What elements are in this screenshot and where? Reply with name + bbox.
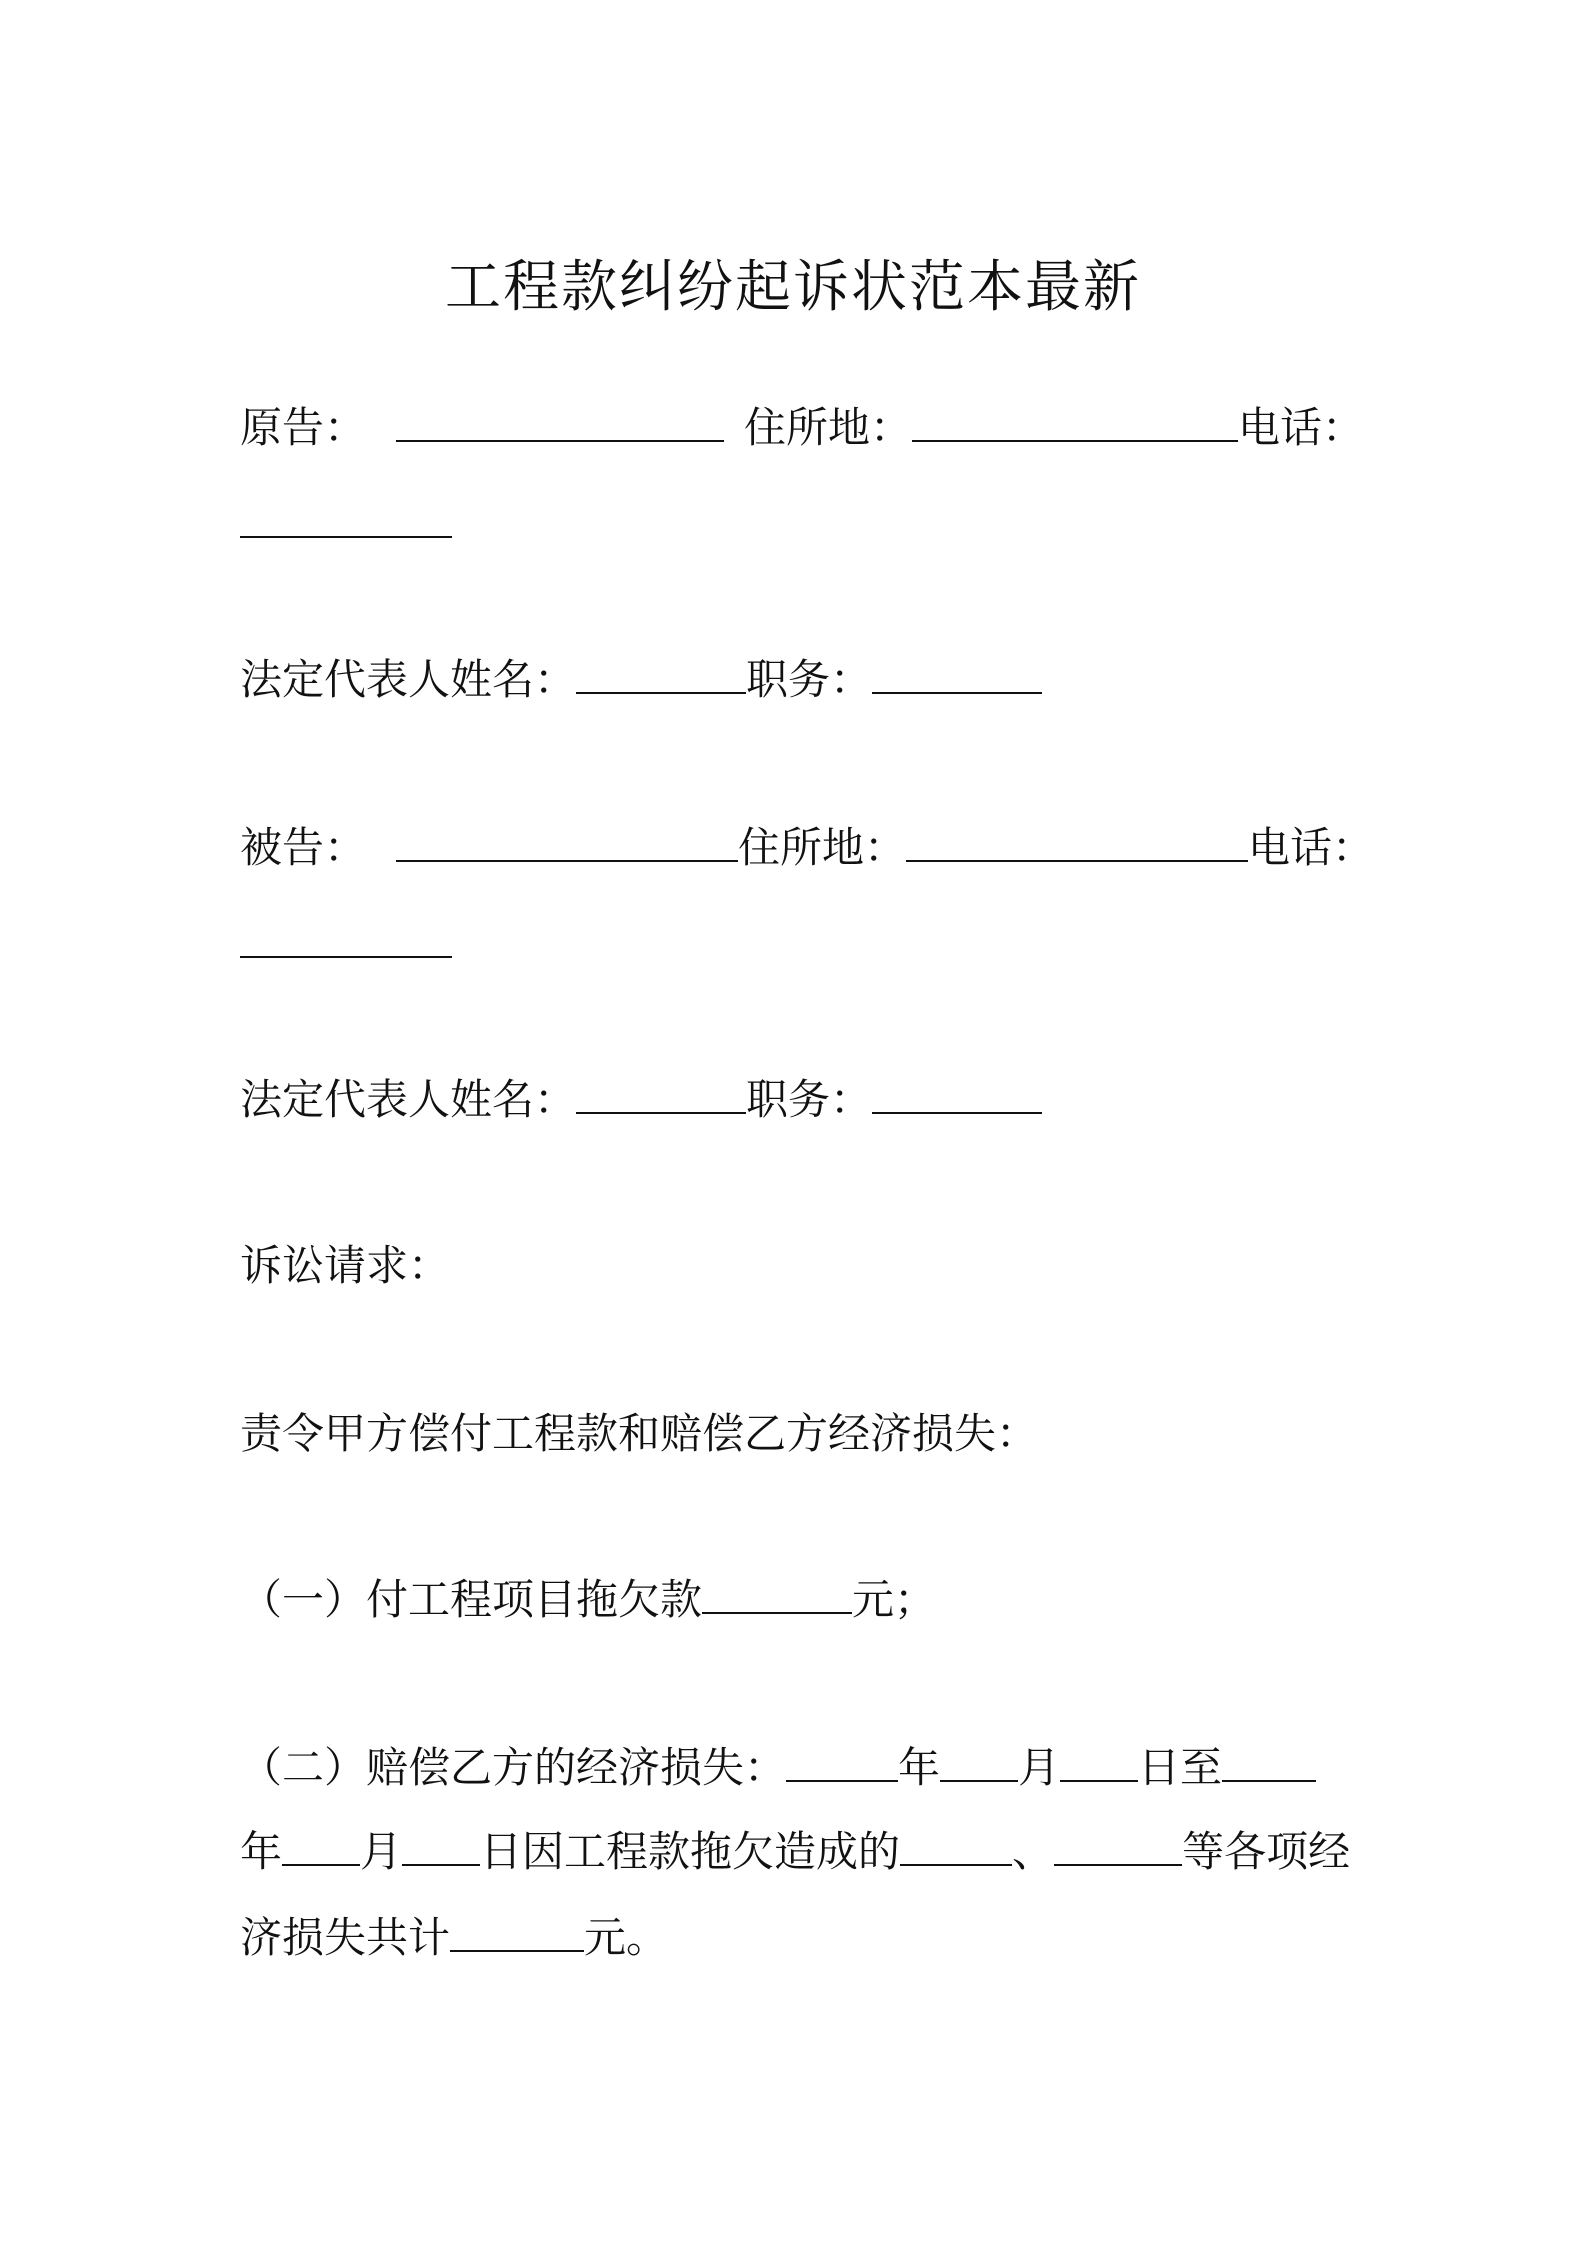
year-label-2: 年 [240,1827,283,1876]
plaintiff-name-blank[interactable] [396,400,724,442]
plaintiff-address-label: 住所地： [744,403,913,452]
start-month-blank[interactable] [940,1740,1018,1782]
plaintiff-phone-label: 电话： [1238,403,1365,452]
plaintiff-rep-name-label: 法定代表人姓名： [240,655,577,704]
defendant-line [240,820,1374,876]
defendant-phone-blank[interactable] [240,916,452,958]
loss-item-2-blank[interactable] [1054,1824,1182,1866]
claim-item-1-amount-blank[interactable] [702,1572,852,1614]
plaintiff-rep-line [240,652,1042,708]
defendant-rep-line [240,1072,1042,1128]
day-to-label: 日至 [1138,1743,1223,1792]
defendant-phone-label: 电话： [1248,823,1375,872]
claim-item-1-prefix: （一）付工程项目拖欠款 [240,1575,703,1624]
end-month-blank[interactable] [282,1824,360,1866]
claim-item-2-line3 [240,1910,668,1966]
loss-item-1-blank[interactable] [900,1824,1012,1866]
start-day-blank[interactable] [1060,1740,1138,1782]
claim-item-2-line1 [240,1740,1316,1796]
end-year-blank[interactable] [1222,1740,1316,1782]
defendant-label: 被告： [240,823,367,872]
claim-item-2-prefix: （二）赔偿乙方的经济损失： [240,1743,787,1792]
start-year-blank[interactable] [786,1740,898,1782]
plaintiff-address-blank[interactable] [912,400,1238,442]
defendant-rep-name-blank[interactable] [576,1072,746,1114]
defendant-address-label: 住所地： [738,823,907,872]
plaintiff-phone-blank[interactable] [240,496,452,538]
items-text: 等各项经 [1182,1827,1351,1876]
claims-heading: 诉讼请求： [240,1241,451,1290]
separator: 、 [1012,1827,1055,1876]
total-loss-blank[interactable] [450,1910,584,1952]
month-label: 月 [1018,1743,1061,1792]
defendant-rep-position-blank[interactable] [872,1072,1042,1114]
plaintiff-rep-position-blank[interactable] [872,652,1042,694]
claims-intro: 责令甲方偿付工程款和赔偿乙方经济损失： [240,1409,1039,1458]
year-label: 年 [898,1743,941,1792]
defendant-phone-line [240,916,452,972]
defendant-address-blank[interactable] [906,820,1248,862]
defendant-rep-name-label: 法定代表人姓名： [240,1075,577,1124]
plaintiff-line [240,400,1364,456]
claim-item-1-suffix: 元； [852,1575,937,1624]
month-label-2: 月 [360,1827,403,1876]
claim-item-1 [240,1572,936,1628]
yuan-label: 元。 [584,1913,669,1962]
day-cause-label: 日因工程款拖欠造成的 [480,1827,901,1876]
end-day-blank[interactable] [402,1824,480,1866]
document-title: 工程款纠纷起诉状范本最新 [445,255,1141,320]
defendant-name-blank[interactable] [396,820,738,862]
plaintiff-label: 原告： [240,403,367,452]
plaintiff-rep-name-blank[interactable] [576,652,746,694]
defendant-rep-position-label: 职务： [746,1075,873,1124]
plaintiff-rep-position-label: 职务： [746,655,873,704]
total-loss-label: 济损失共计 [240,1913,451,1962]
plaintiff-phone-line [240,496,452,552]
claim-item-2-line2 [240,1824,1350,1880]
